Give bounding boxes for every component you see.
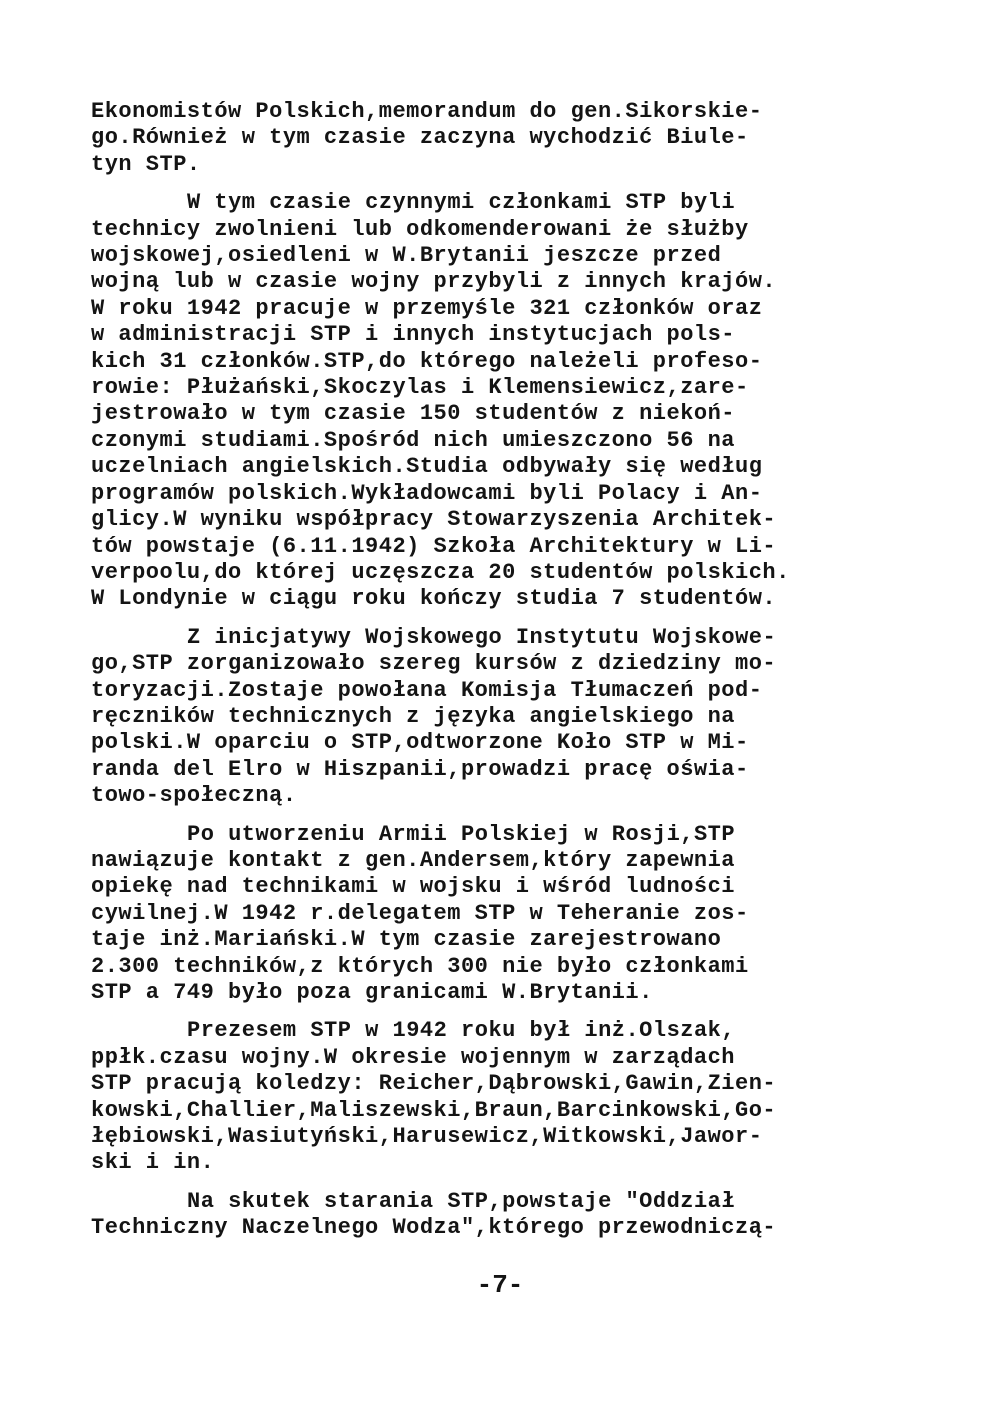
text-line: Po utworzeniu Armii Polskiej w Rosji,STP	[187, 821, 736, 847]
paragraph-4	[91, 822, 951, 1007]
text-line: Z inicjatywy Wojskowego Instytutu Wojskowe-	[187, 624, 777, 650]
text-line: Techniczny Naczelnego Wodza",którego przewodniczą-	[91, 1215, 777, 1241]
text-line: glicy.W wyniku współpracy Stowarzyszenia Architek-	[91, 507, 777, 533]
paragraph-6	[91, 1189, 951, 1242]
paragraph-3	[91, 625, 951, 810]
text-line: Na skutek starania STP,powstaje "Oddział	[187, 1188, 736, 1214]
text-line: tów powstaje (6.11.1942) Szkoła Architektury w Li-	[91, 533, 777, 559]
text-line: verpoolu,do której uczęszcza 20 studentów polskich.	[91, 559, 790, 585]
text-line: czonymi studiami.Spośród nich umieszczono 56 na	[91, 427, 736, 453]
text-line: cywilnej.W 1942 r.delegatem STP w Teheranie zos-	[91, 900, 749, 926]
text-line: Prezesem STP w 1942 roku był inż.Olszak,	[187, 1018, 736, 1044]
text-line: W Londynie w ciągu roku kończy studia 7 studentów.	[91, 586, 777, 612]
text-line: nawiązuje kontakt z gen.Andersem,który zapewnia	[91, 847, 736, 873]
text-line: towo-społeczną.	[91, 783, 297, 809]
page-number: -7-	[476, 1270, 524, 1300]
text-line: uczelniach angielskich.Studia odbywały się według	[91, 454, 763, 480]
text-line: W roku 1942 pracuje w przemyśle 321 członków oraz	[91, 295, 763, 321]
text-line: taje inż.Mariański.W tym czasie zarejestrowano	[91, 927, 722, 953]
text-line: wojskowej,osiedleni w W.Brytanii jeszcze przed	[91, 243, 722, 269]
text-line: Ekonomistów Polskich,memorandum do gen.Sikorskie-	[91, 99, 763, 124]
body-text	[91, 99, 951, 1242]
paragraph-1	[91, 99, 951, 178]
text-line: programów polskich.Wykładowcami byli Polacy i An-	[91, 480, 763, 506]
text-line: ppłk.czasu wojny.W okresie wojennym w zarządach	[91, 1044, 736, 1070]
text-line: randa del Elro w Hiszpanii,prowadzi pracę oświa-	[91, 756, 749, 782]
text-line: W tym czasie czynnymi członkami STP byli	[187, 190, 736, 216]
text-line: jestrowało w tym czasie 150 studentów z niekoń-	[91, 401, 736, 427]
text-line: tyn STP.	[91, 151, 201, 177]
text-line: go.Również w tym czasie zaczyna wychodzić Biule-	[91, 125, 749, 151]
text-line: toryzacji.Zostaje powołana Komisja Tłumaczeń pod-	[91, 677, 763, 703]
text-line: go,STP zorganizowało szereg kursów z dziedziny mo-	[91, 651, 777, 677]
paragraph-2	[91, 190, 951, 613]
text-line: kich 31 członków.STP,do którego należeli profeso-	[91, 348, 763, 374]
text-line: kowski,Challier,Maliszewski,Braun,Barcinkowski,Go-	[91, 1097, 777, 1123]
text-line: w administracji STP i innych instytucjach pols-	[91, 322, 736, 348]
text-line: rowie: Płużański,Skoczylas i Klemensiewicz,zare-	[91, 375, 749, 401]
text-line: ski i in.	[91, 1150, 215, 1176]
paragraph-5	[91, 1018, 951, 1176]
text-line: STP a 749 było poza granicami W.Brytanii.	[91, 980, 653, 1005]
text-line: łębiowski,Wasiutyński,Harusewicz,Witkowski,Jawor-	[91, 1124, 763, 1150]
text-line: opiekę nad technikami w wojsku i wśród ludności	[91, 874, 736, 900]
text-line: technicy zwolnieni lub odkomenderowani że służby	[91, 216, 749, 242]
text-line: STP pracują koledzy: Reicher,Dąbrowski,Gawin,Zien-	[91, 1071, 777, 1097]
text-line: 2.300 techników,z których 300 nie było członkami	[91, 953, 749, 979]
text-line: wojną lub w czasie wojny przybyli z innych krajów.	[91, 269, 777, 295]
text-line: polski.W oparciu o STP,odtworzone Koło STP w Mi-	[91, 730, 749, 756]
text-line: ręczników technicznych z języka angielskiego na	[91, 703, 736, 729]
